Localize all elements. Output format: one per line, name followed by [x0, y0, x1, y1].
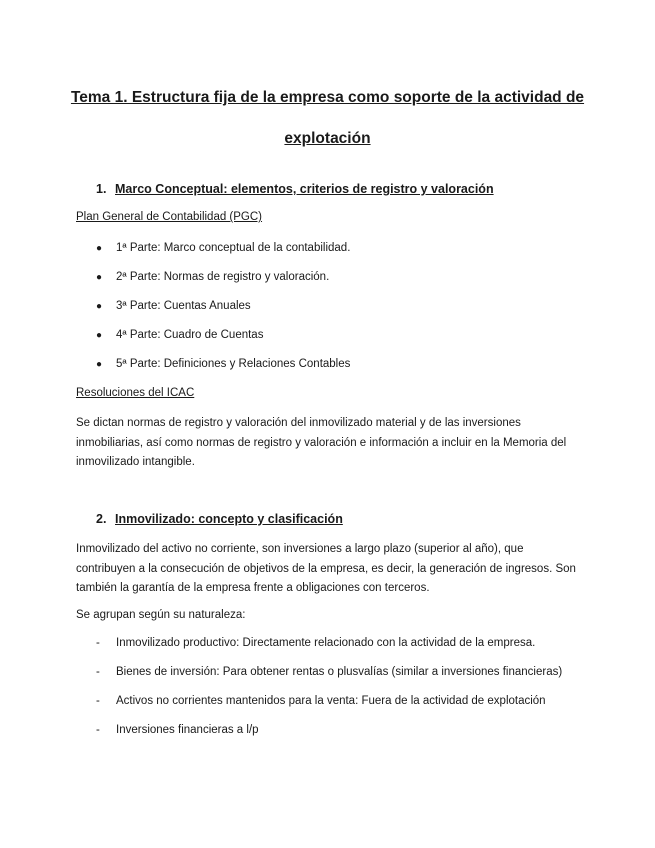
page-title-line-2: explotación: [284, 130, 371, 147]
bullet-item: [96, 329, 516, 345]
section-1-title: Marco Conceptual: elementos, criterios de registro y valoración: [115, 182, 494, 196]
dash-item: [96, 666, 576, 682]
bullet-text: 1ª Parte: Marco conceptual de la contabilidad.: [116, 242, 351, 254]
section-1-number: 1.: [96, 182, 107, 196]
dash-item-text: Activos no corrientes mantenidos para la venta: Fuera de la actividad de explotación: [116, 695, 546, 707]
dash-glyph: -: [96, 724, 100, 736]
bullet-glyph: ●: [96, 243, 103, 254]
bullet-glyph: ●: [96, 301, 103, 312]
bullet-text: 2ª Parte: Normas de registro y valoración.: [116, 271, 330, 283]
dash-glyph: -: [96, 666, 100, 678]
bullet-text: 4ª Parte: Cuadro de Cuentas: [116, 329, 264, 341]
bullet-text: 3ª Parte: Cuentas Anuales: [116, 300, 251, 312]
bullet-glyph: ●: [96, 330, 103, 341]
dash-item: [96, 695, 576, 711]
group-intro-text: Se agrupan según su naturaleza:: [76, 609, 246, 621]
inmovilizado-paragraph: Inmovilizado del activo no corriente, son inversiones a largo plazo (superior al año), que contribuyen a la consecución de objetivos de la empresa, es decir, la generación de ingresos. Son también la garantía de la empresa frente a obligaciones con terceros.: [76, 543, 576, 594]
section-1-heading: [96, 182, 576, 200]
bullet-text: 5ª Parte: Definiciones y Relaciones Contables: [116, 358, 351, 370]
pgc-subheading: Plan General de Contabilidad (PGC): [76, 211, 263, 223]
dash-item-text: Inmovilizado productivo: Directamente relacionado con la actividad de la empresa.: [116, 637, 536, 649]
section-2-title: Inmovilizado: concepto y clasificación: [115, 512, 343, 526]
bullet-item: [96, 300, 516, 316]
bullet-glyph: ●: [96, 359, 103, 370]
bullet-item: [96, 358, 516, 374]
dash-glyph: -: [96, 637, 100, 649]
dash-item-text: Bienes de inversión: Para obtener rentas o plusvalías (similar a inversiones financieras): [116, 666, 563, 678]
section-2-heading: [96, 512, 576, 530]
bullet-item: [96, 242, 516, 258]
bullet-item: [96, 271, 516, 287]
icac-subheading: Resoluciones del ICAC: [76, 387, 195, 399]
dash-item: [96, 637, 576, 653]
section-2-number: 2.: [96, 512, 107, 526]
dash-item-text: Inversiones financieras a l/p: [116, 724, 259, 736]
dash-item: [96, 724, 576, 740]
icac-paragraph: Se dictan normas de registro y valoración del inmovilizado material y de las inversiones inmobiliarias, así como normas de registro y valoración e información a incluir en la Memoria del inmovilizado intangible.: [76, 417, 567, 468]
bullet-glyph: ●: [96, 272, 103, 283]
dash-glyph: -: [96, 695, 100, 707]
page-title-line-1: Tema 1. Estructura fija de la empresa como soporte de la actividad de: [70, 89, 585, 106]
